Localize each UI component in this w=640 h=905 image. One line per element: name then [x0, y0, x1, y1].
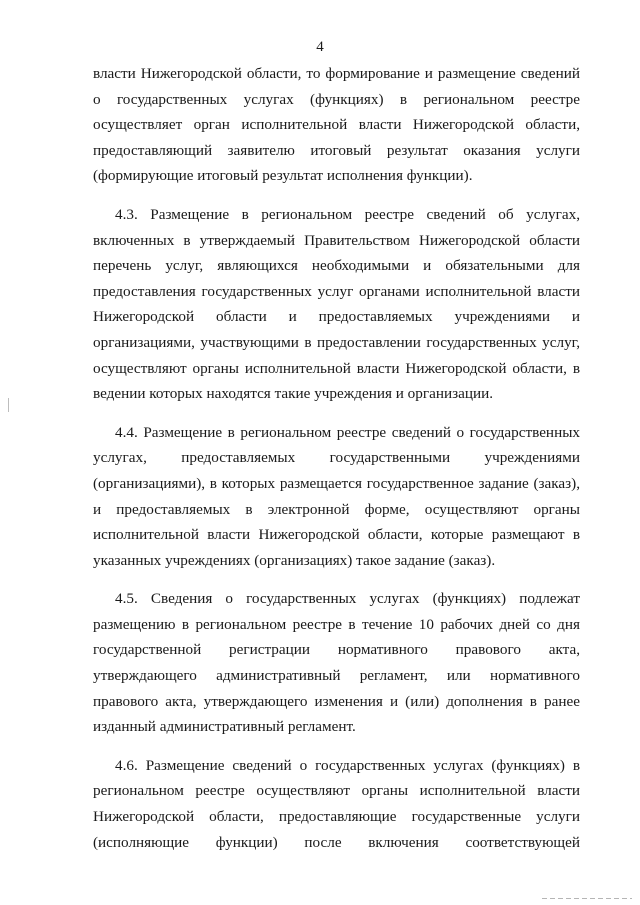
text-line: указанных учреждениях (организациях) такое задание (заказ). [93, 551, 496, 569]
paragraph-continuation [93, 61, 580, 189]
text-line: включенных в утверждаемый Правительством Нижегородской области [93, 231, 580, 249]
text-line: перечень услуг, являющихся необходимыми и обязательными для [93, 257, 580, 275]
text-line: 4.3. Размещение в региональном реестре сведений об услугах, [115, 205, 580, 223]
document-body [93, 61, 580, 868]
text-line: Нижегородской области и предоставляемых учреждениями и [93, 308, 580, 326]
text-line: осуществляют органы исполнительной власти Нижегородской области, в [93, 359, 580, 377]
text-line: государственной регистрации нормативного правового акта, [93, 641, 580, 659]
text-line: региональном реестре осуществляют органы исполнительной власти [93, 782, 580, 800]
text-line: утверждающего административный регламент, или нормативного [93, 667, 580, 685]
text-line: исполнительной власти Нижегородской области, которые размещают в [93, 526, 580, 544]
text-line: Нижегородской области, предоставляющие государственные услуги [93, 808, 580, 826]
text-line: 4.6. Размещение сведений о государственных услугах (функциях) в [115, 756, 580, 774]
text-line: размещению в региональном реестре в течение 10 рабочих дней со дня [93, 615, 580, 633]
text-line: (организациями), в которых размещается государственное задание (заказ), [93, 474, 580, 492]
paragraph-4-3 [93, 202, 580, 407]
text-line: (формирующие итоговый результат исполнения функции). [93, 167, 473, 185]
text-line: 4.5. Сведения о государственных услугах (функциях) подлежат [115, 590, 580, 608]
scan-artifact [8, 398, 9, 412]
text-line: о государственных услугах (функциях) в региональном реестре [93, 90, 580, 108]
text-line: (исполняющие функции) после включения соответствующей [93, 833, 580, 851]
text-line: услугах, предоставляемых государственными учреждениями [93, 449, 580, 467]
text-line: правового акта, утверждающего изменения и (или) дополнения в ранее [93, 692, 580, 710]
scan-artifact [542, 898, 632, 899]
text-line: 4.4. Размещение в региональном реестре сведений о государственных [115, 423, 580, 441]
text-line: и предоставляемых в электронной форме, осуществляют органы [93, 500, 580, 518]
text-line: осуществляет орган исполнительной власти Нижегородской области, [93, 116, 580, 134]
paragraph-4-4 [93, 420, 580, 574]
text-line: организациями, участвующими в предоставлении государственных услуг, [93, 333, 580, 351]
text-line: предоставляющий заявителю итоговый результат оказания услуги [93, 141, 580, 159]
text-line: власти Нижегородской области, то формирование и размещение сведений [93, 65, 580, 82]
text-line: ведении которых находятся такие учреждения и организации. [93, 385, 494, 403]
paragraph-4-5 [93, 586, 580, 740]
paragraph-4-6 [93, 753, 580, 855]
page-number: 4 [316, 39, 324, 55]
text-line: предоставления государственных услуг органами исполнительной власти [93, 282, 580, 300]
text-line: изданный административный регламент. [93, 718, 356, 736]
